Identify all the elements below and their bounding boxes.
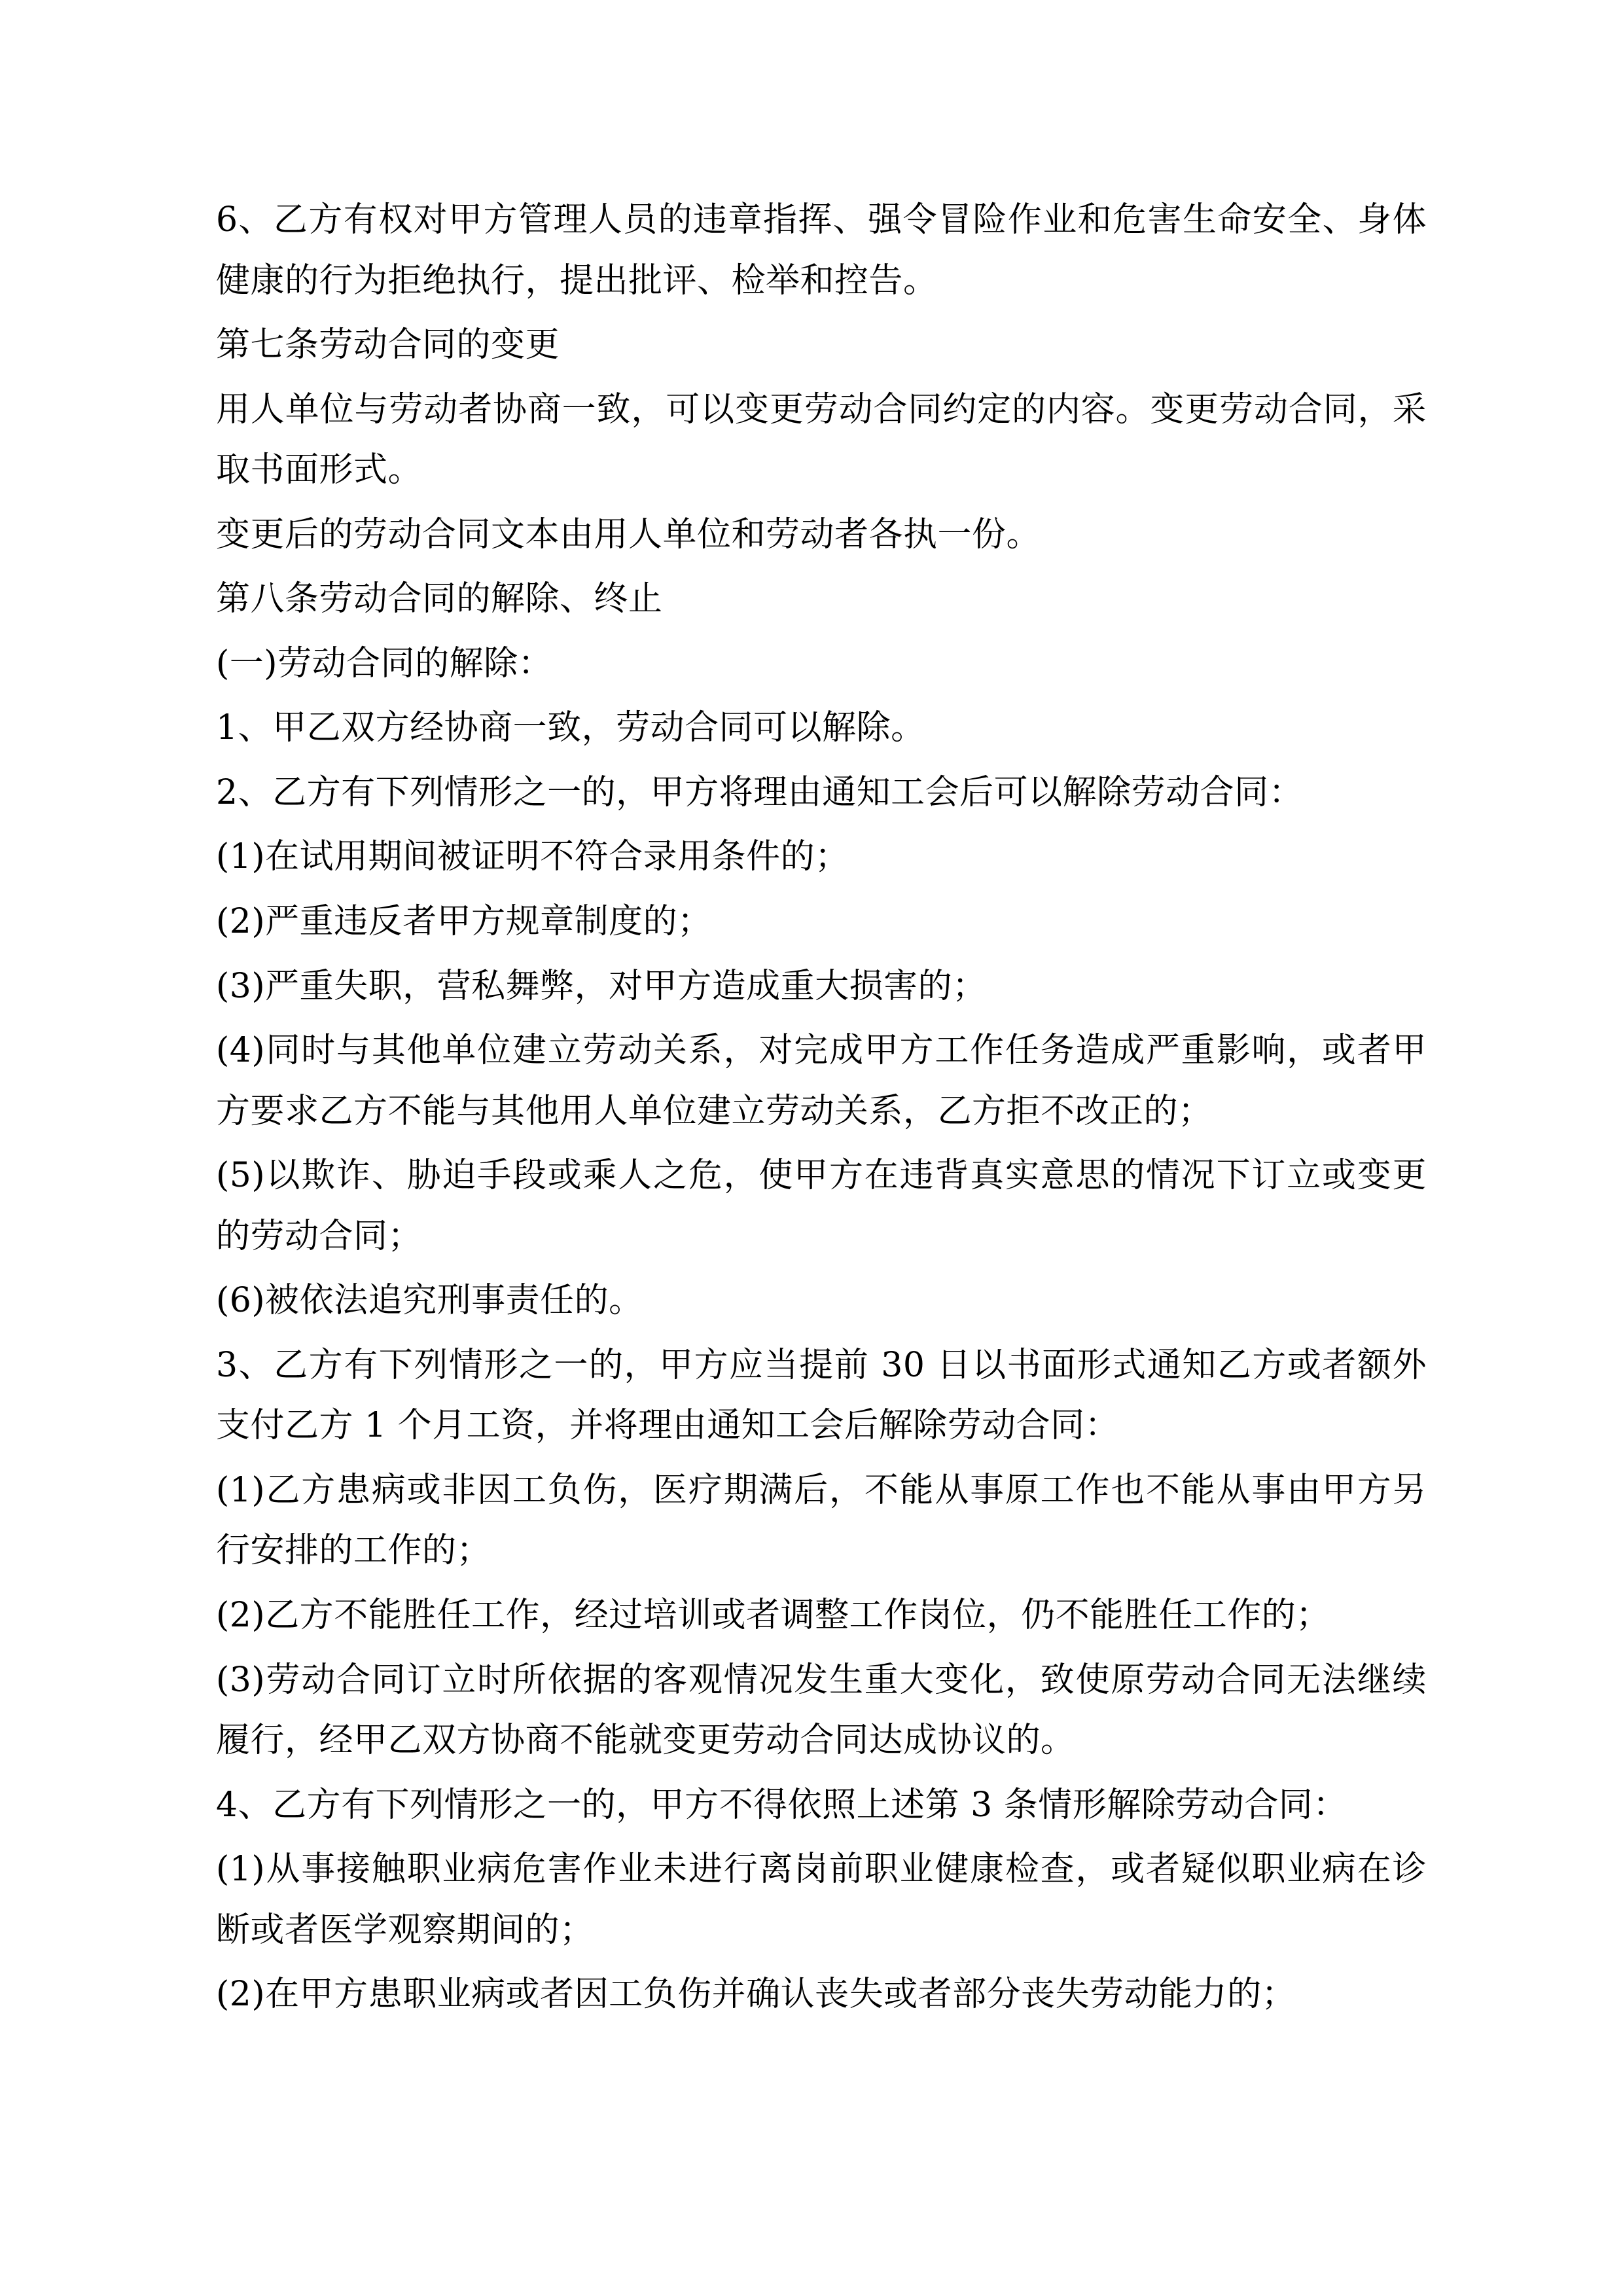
paragraph: (2)乙方不能胜任工作，经过培训或者调整工作岗位，仍不能胜任工作的； xyxy=(216,1596,1330,1636)
paragraph: 3、乙方有下列情形之一的，甲方应当提前 30 日以书面形式通知乙方或者额外支付乙方 1 个月工资，并将理由通知工会后解除劳动合同： xyxy=(216,1345,1427,1446)
paragraph: 4、乙方有下列情形之一的，甲方不得依照上述第 3 条情形解除劳动合同： xyxy=(216,1785,1347,1825)
paragraph: (4)同时与其他单位建立劳动关系，对完成甲方工作任务造成严重影响，或者甲方要求乙方不能与其他用人单位建立劳动关系，乙方拒不改正的； xyxy=(216,1031,1427,1131)
paragraph: (3)劳动合同订立时所依据的客观情况发生重大变化，致使原劳动合同无法继续履行，经甲乙双方协商不能就变更劳动合同达成协议的。 xyxy=(216,1660,1427,1761)
paragraph: 2、乙方有下列情形之一的，甲方将理由通知工会后可以解除劳动合同： xyxy=(216,772,1304,812)
paragraph: 第八条劳动合同的解除、终止 xyxy=(216,579,663,619)
paragraph: (2)在甲方患职业病或者因工负伤并确认丧失或者部分丧失劳动能力的； xyxy=(216,1975,1296,2015)
paragraph: (6)被依法追究刑事责任的。 xyxy=(216,1281,643,1321)
paragraph: 变更后的劳动合同文本由用人单位和劳动者各执一份。 xyxy=(216,514,1041,554)
paragraph: (5)以欺诈、胁迫手段或乘人之危，使甲方在违背真实意思的情况下订立或变更的劳动合同； xyxy=(216,1156,1427,1256)
paragraph: (1)从事接触职业病危害作业未进行离岗前职业健康检查，或者疑似职业病在诊断或者医学观察期间的； xyxy=(216,1850,1427,1950)
paragraph: 用人单位与劳动者协商一致，可以变更劳动合同约定的内容。变更劳动合同，采取书面形式。 xyxy=(216,389,1427,490)
paragraph: (一)劳动合同的解除： xyxy=(216,643,553,683)
paragraph: (1)在试用期间被证明不符合录用条件的； xyxy=(216,837,849,877)
paragraph: 第七条劳动合同的变更 xyxy=(216,325,560,365)
paragraph: (1)乙方患病或非因工负伤，医疗期满后，不能从事原工作也不能从事由甲方另行安排的工作的； xyxy=(216,1470,1427,1571)
paragraph: 1、甲乙双方经协商一致，劳动合同可以解除。 xyxy=(216,708,925,748)
paragraph: 6、乙方有权对甲方管理人员的违章指挥、强令冒险作业和危害生命安全、身体健康的行为拒绝执行，提出批评、检举和控告。 xyxy=(216,200,1427,300)
paragraph: (3)严重失职，营私舞弊，对甲方造成重大损害的； xyxy=(216,966,987,1006)
document-body xyxy=(216,190,1427,2025)
paragraph: (2)严重违反者甲方规章制度的； xyxy=(216,902,712,942)
